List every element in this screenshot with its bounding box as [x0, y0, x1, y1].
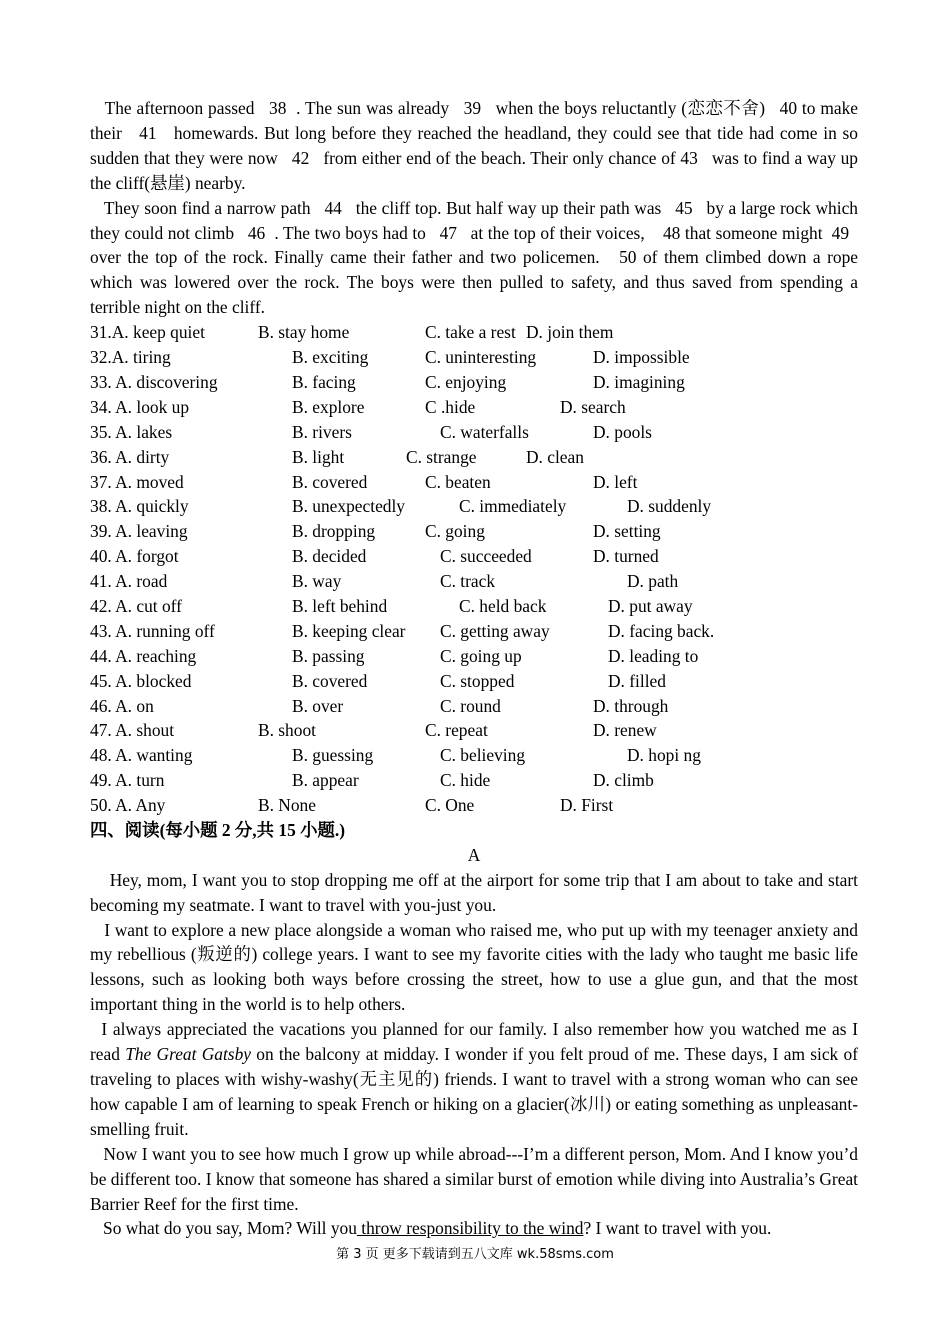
answer-option: B. exciting	[292, 347, 369, 368]
question-label: 31.A. keep quiet	[90, 322, 205, 343]
passage-letter: A	[467, 844, 481, 865]
answer-option: D. climb	[593, 770, 654, 791]
reading-paragraph-2: I want to explore a new place alongside a woman who raised me, who put up with my teenager anxiety and my rebellious (叛逆的) college years. I want to see my favorite cities with the lady who taught me basic life lessons, such as looking both ways before crossing the street, how to use a glue gun, and that the most important thing in the world is to help others.	[90, 919, 858, 1015]
cloze-paragraph-1: The afternoon passed 38 . The sun was already 39 when the boys reluctantly (恋恋不舍) 40 to make their 41 homewards. But long before they reached the headland, they could see that tide had come in so sudden that they were now 42 from either end of the beach. Their only chance of 43 was to find a way up the cliff(悬崖) nearby.	[90, 98, 858, 193]
answer-option: D. pools	[593, 421, 652, 442]
question-row	[90, 345, 858, 370]
answer-option: B. explore	[292, 396, 365, 417]
reading-p5-text-a: So what do you say, Mom? Will you	[90, 1218, 357, 1239]
answer-option: B. left behind	[292, 595, 388, 616]
question-row	[90, 544, 858, 569]
answer-option: B. way	[292, 571, 342, 592]
answer-option: C. One	[425, 795, 475, 816]
answer-option: D. First	[560, 795, 614, 816]
answer-option: C. succeeded	[440, 546, 532, 567]
answer-option: B. covered	[292, 471, 368, 492]
answer-option: B. passing	[292, 645, 365, 666]
question-row	[90, 420, 858, 445]
question-label: 48. A. wanting	[90, 745, 193, 766]
answer-option: D. clean	[526, 446, 584, 467]
underlined-phrase: throw responsibility to the wind	[356, 1218, 584, 1239]
question-label: 36. A. dirty	[90, 446, 170, 467]
question-label: 41. A. road	[90, 571, 168, 592]
question-label: 43. A. running off	[90, 620, 215, 641]
answer-option: C. immediately	[459, 496, 567, 517]
answer-option: C. hide	[440, 770, 491, 791]
answer-option: C. waterfalls	[440, 421, 529, 442]
question-row	[90, 619, 858, 644]
question-row	[90, 370, 858, 395]
answer-option: D. leading to	[608, 645, 699, 666]
answer-option: C. beaten	[425, 471, 491, 492]
answer-option: C. strange	[406, 446, 477, 467]
question-row	[90, 470, 858, 495]
reading-paragraph-1: Hey, mom, I want you to stop dropping me off at the airport for some trip that I am about to take and start becoming my seatmate. I want to travel with you-just you.	[90, 869, 858, 915]
question-label: 47. A. shout	[90, 720, 175, 741]
question-label: 40. A. forgot	[90, 546, 179, 567]
answer-option: B. dropping	[292, 521, 376, 542]
reading-p5-text-b: ? I want to travel with you.	[583, 1218, 772, 1239]
answer-option: D. through	[593, 695, 669, 716]
answer-option: B. unexpectedly	[292, 496, 406, 517]
question-row	[90, 669, 858, 694]
question-label: 38. A. quickly	[90, 496, 189, 517]
section-heading: 四、阅读(每小题 2 分,共 15 小题.)	[90, 819, 346, 840]
answer-option: D. join them	[526, 322, 614, 343]
question-label: 49. A. turn	[90, 770, 165, 791]
answer-option: D. facing back.	[608, 620, 715, 641]
question-row	[90, 320, 858, 345]
answer-option: C. round	[440, 695, 501, 716]
answer-option: B. light	[292, 446, 345, 467]
answer-option: B. rivers	[292, 421, 352, 442]
answer-option: C. track	[440, 571, 496, 592]
question-row	[90, 594, 858, 619]
answer-option: D. turned	[593, 546, 659, 567]
question-label: 37. A. moved	[90, 471, 184, 492]
answer-option: C. take a rest	[425, 322, 516, 343]
answer-option: C .hide	[425, 396, 476, 417]
answer-option: C. held back	[459, 595, 547, 616]
answer-option: C. enjoying	[425, 371, 507, 392]
answer-option: B. over	[292, 695, 344, 716]
answer-option: D. setting	[593, 521, 661, 542]
question-row	[90, 694, 858, 719]
answer-option: D. imagining	[593, 371, 685, 392]
question-list	[90, 320, 858, 818]
answer-option: D. suddenly	[627, 496, 712, 517]
answer-option: C. repeat	[425, 720, 488, 741]
answer-option: B. decided	[292, 546, 367, 567]
answer-option: B. facing	[292, 371, 356, 392]
reading-paragraph-3	[90, 1017, 858, 1142]
answer-option: D. filled	[608, 670, 666, 691]
question-row	[90, 768, 858, 793]
answer-option: C. getting away	[440, 620, 550, 641]
answer-option: B. keeping clear	[292, 620, 406, 641]
question-label: 33. A. discovering	[90, 371, 218, 392]
answer-option: D. hopi ng	[627, 745, 701, 766]
question-row	[90, 445, 858, 470]
answer-option: D. search	[560, 396, 626, 417]
cloze-paragraph-2: They soon find a narrow path 44 the cliff top. But half way up their path was 45 by a large rock which they could not climb 46 . The two boys had to 47 at the top of their voices, 48 that someone might 49 over the top of the rock. Finally came their father and two policemen. 50 of them climbed down a rope which was lowered over the rock. The boys were then pulled to safety, and thus saved from spending a terrible night on the cliff.	[90, 197, 858, 318]
book-title: The Great Gatsby	[125, 1044, 251, 1065]
question-row	[90, 569, 858, 594]
answer-option: D. impossible	[593, 347, 690, 368]
answer-option: C. going	[425, 521, 485, 542]
question-label: 42. A. cut off	[90, 595, 182, 616]
reading-paragraph-4: Now I want you to see how much I grow up while abroad---I’m a different person, Mom. And I know you’d be different too. I know that someone has shared a similar burst of emotion while diving into Australia’s Great Barrier Reef for the first time.	[90, 1143, 858, 1214]
answer-option: C. believing	[440, 745, 526, 766]
question-row	[90, 395, 858, 420]
page-footer: 第 3 页 更多下载请到五八文库 wk.58sms.com	[336, 1247, 614, 1262]
question-row	[90, 494, 858, 519]
question-row	[90, 743, 858, 768]
question-label: 34. A. look up	[90, 396, 190, 417]
answer-option: D. put away	[608, 595, 693, 616]
question-label: 39. A. leaving	[90, 521, 188, 542]
answer-option: D. path	[627, 571, 679, 592]
question-label: 46. A. on	[90, 695, 154, 716]
answer-option: B. shoot	[258, 720, 316, 741]
page-content	[90, 96, 858, 1241]
answer-option: B. covered	[292, 670, 368, 691]
answer-option: B. None	[258, 795, 316, 816]
reading-paragraph-5	[90, 1216, 858, 1241]
question-label: 32.A. tiring	[90, 347, 171, 368]
reading-p3-text-b: on the balcony at midday. I wonder if you felt proud of me. These days, I am sick of traveling to places with wishy-washy(无主见的) friends. I want to travel with a strong woman who can see how capable I am of learning to speak French or hiking on a glacier(冰川) or eating something as unpleasant-smelling fruit.	[90, 1044, 858, 1139]
question-label: 50. A. Any	[90, 795, 166, 816]
question-row	[90, 718, 858, 743]
answer-option: B. appear	[292, 770, 359, 791]
answer-option: C. stopped	[440, 670, 515, 691]
question-row	[90, 793, 858, 818]
answer-option: D. left	[593, 471, 638, 492]
reading-p3-text-a: I always appreciated the vacations you planned for our family. I also remember how you watched me as I read	[90, 1019, 858, 1065]
question-label: 44. A. reaching	[90, 645, 197, 666]
answer-option: B. guessing	[292, 745, 374, 766]
answer-option: B. stay home	[258, 322, 350, 343]
question-label: 45. A. blocked	[90, 670, 192, 691]
question-label: 35. A. lakes	[90, 421, 173, 442]
question-row	[90, 644, 858, 669]
answer-option: C. uninteresting	[425, 347, 537, 368]
answer-option: C. going up	[440, 645, 522, 666]
question-row	[90, 519, 858, 544]
answer-option: D. renew	[593, 720, 657, 741]
